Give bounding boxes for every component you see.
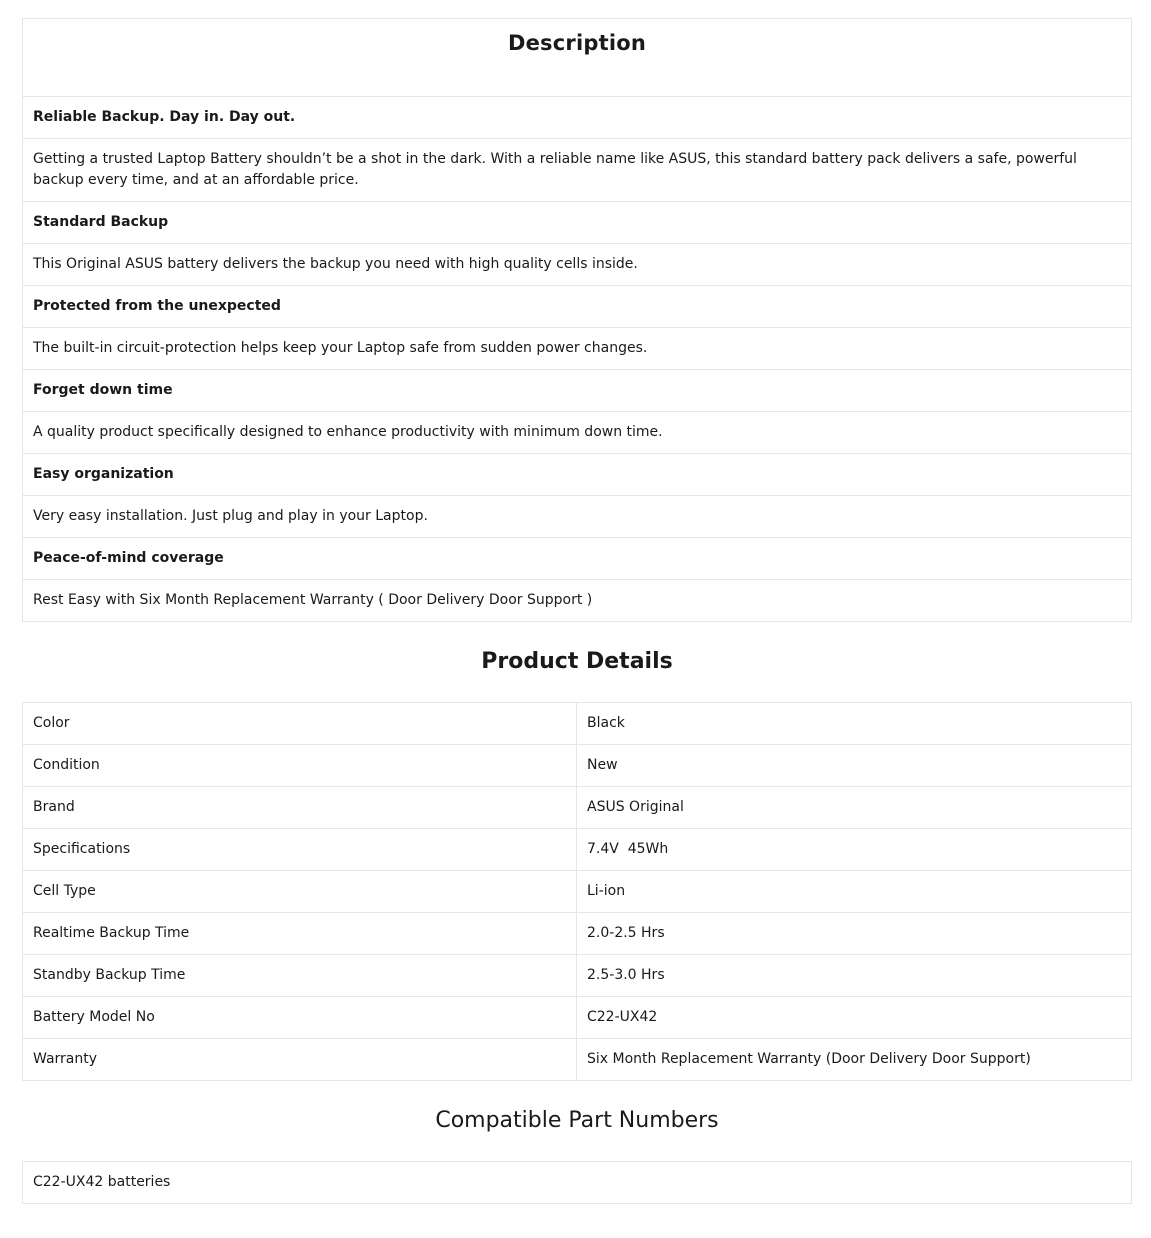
- description-row: [23, 328, 1132, 370]
- details-row: [23, 955, 1132, 997]
- description-row: [23, 97, 1132, 139]
- description-text: This Original ASUS battery delivers the backup you need with high quality cells inside.: [23, 244, 1132, 286]
- description-row: [23, 244, 1132, 286]
- details-label: Cell Type: [23, 871, 577, 913]
- description-row: [23, 580, 1132, 622]
- details-row: [23, 913, 1132, 955]
- details-value: C22-UX42: [577, 997, 1132, 1039]
- details-value: ASUS Original: [577, 787, 1132, 829]
- details-value: Six Month Replacement Warranty (Door Delivery Door Support): [577, 1039, 1132, 1081]
- details-label: Warranty: [23, 1039, 577, 1081]
- compatible-part-numbers-table: [22, 1161, 1132, 1204]
- details-label: Color: [23, 703, 577, 745]
- description-header-row: [23, 19, 1132, 97]
- description-heading: Standard Backup: [23, 202, 1132, 244]
- description-title: Description: [507, 31, 647, 55]
- details-value: Li-ion: [577, 871, 1132, 913]
- description-row: [23, 370, 1132, 412]
- details-label: Condition: [23, 745, 577, 787]
- details-value: 7.4V 45Wh: [577, 829, 1132, 871]
- details-value: 2.5-3.0 Hrs: [577, 955, 1132, 997]
- details-label: Brand: [23, 787, 577, 829]
- description-table: [22, 18, 1132, 622]
- description-heading: Forget down time: [23, 370, 1132, 412]
- details-row: [23, 703, 1132, 745]
- details-label: Specifications: [23, 829, 577, 871]
- details-row: [23, 787, 1132, 829]
- details-label: Standby Backup Time: [23, 955, 577, 997]
- description-row: [23, 496, 1132, 538]
- description-text: A quality product specifically designed to enhance productivity with minimum down time.: [23, 412, 1132, 454]
- description-heading: Easy organization: [23, 454, 1132, 496]
- details-value: New: [577, 745, 1132, 787]
- description-heading: Protected from the unexpected: [23, 286, 1132, 328]
- description-row: [23, 454, 1132, 496]
- details-value: Black: [577, 703, 1132, 745]
- details-row: [23, 745, 1132, 787]
- description-text: Rest Easy with Six Month Replacement Warranty ( Door Delivery Door Support ): [23, 580, 1132, 622]
- product-details-title: Product Details: [481, 649, 673, 674]
- description-text: Very easy installation. Just plug and play in your Laptop.: [23, 496, 1132, 538]
- compatible-row: [23, 1162, 1132, 1204]
- details-row: [23, 871, 1132, 913]
- details-row: [23, 1039, 1132, 1081]
- description-text: Getting a trusted Laptop Battery shouldn’t be a shot in the dark. With a reliable name like ASUS, this standard battery pack delivers a safe, powerful backup every time, and at an affordable price.: [23, 139, 1132, 202]
- description-text: The built-in circuit-protection helps keep your Laptop safe from sudden power changes.: [23, 328, 1132, 370]
- compatible-part-number: C22-UX42 batteries: [23, 1162, 1132, 1204]
- description-row: [23, 286, 1132, 328]
- description-header-cell: [23, 19, 1132, 97]
- description-row: [23, 139, 1132, 202]
- description-row: [23, 202, 1132, 244]
- product-details-table: [22, 702, 1132, 1081]
- description-row: [23, 412, 1132, 454]
- details-row: [23, 829, 1132, 871]
- description-heading: Peace-of-mind coverage: [23, 538, 1132, 580]
- details-row: [23, 997, 1132, 1039]
- description-row: [23, 538, 1132, 580]
- details-label: Battery Model No: [23, 997, 577, 1039]
- description-heading: Reliable Backup. Day in. Day out.: [23, 97, 1132, 139]
- details-label: Realtime Backup Time: [23, 913, 577, 955]
- product-description-page: [22, 18, 1132, 1204]
- compatible-part-numbers-title: Compatible Part Numbers: [435, 1108, 719, 1133]
- details-value: 2.0-2.5 Hrs: [577, 913, 1132, 955]
